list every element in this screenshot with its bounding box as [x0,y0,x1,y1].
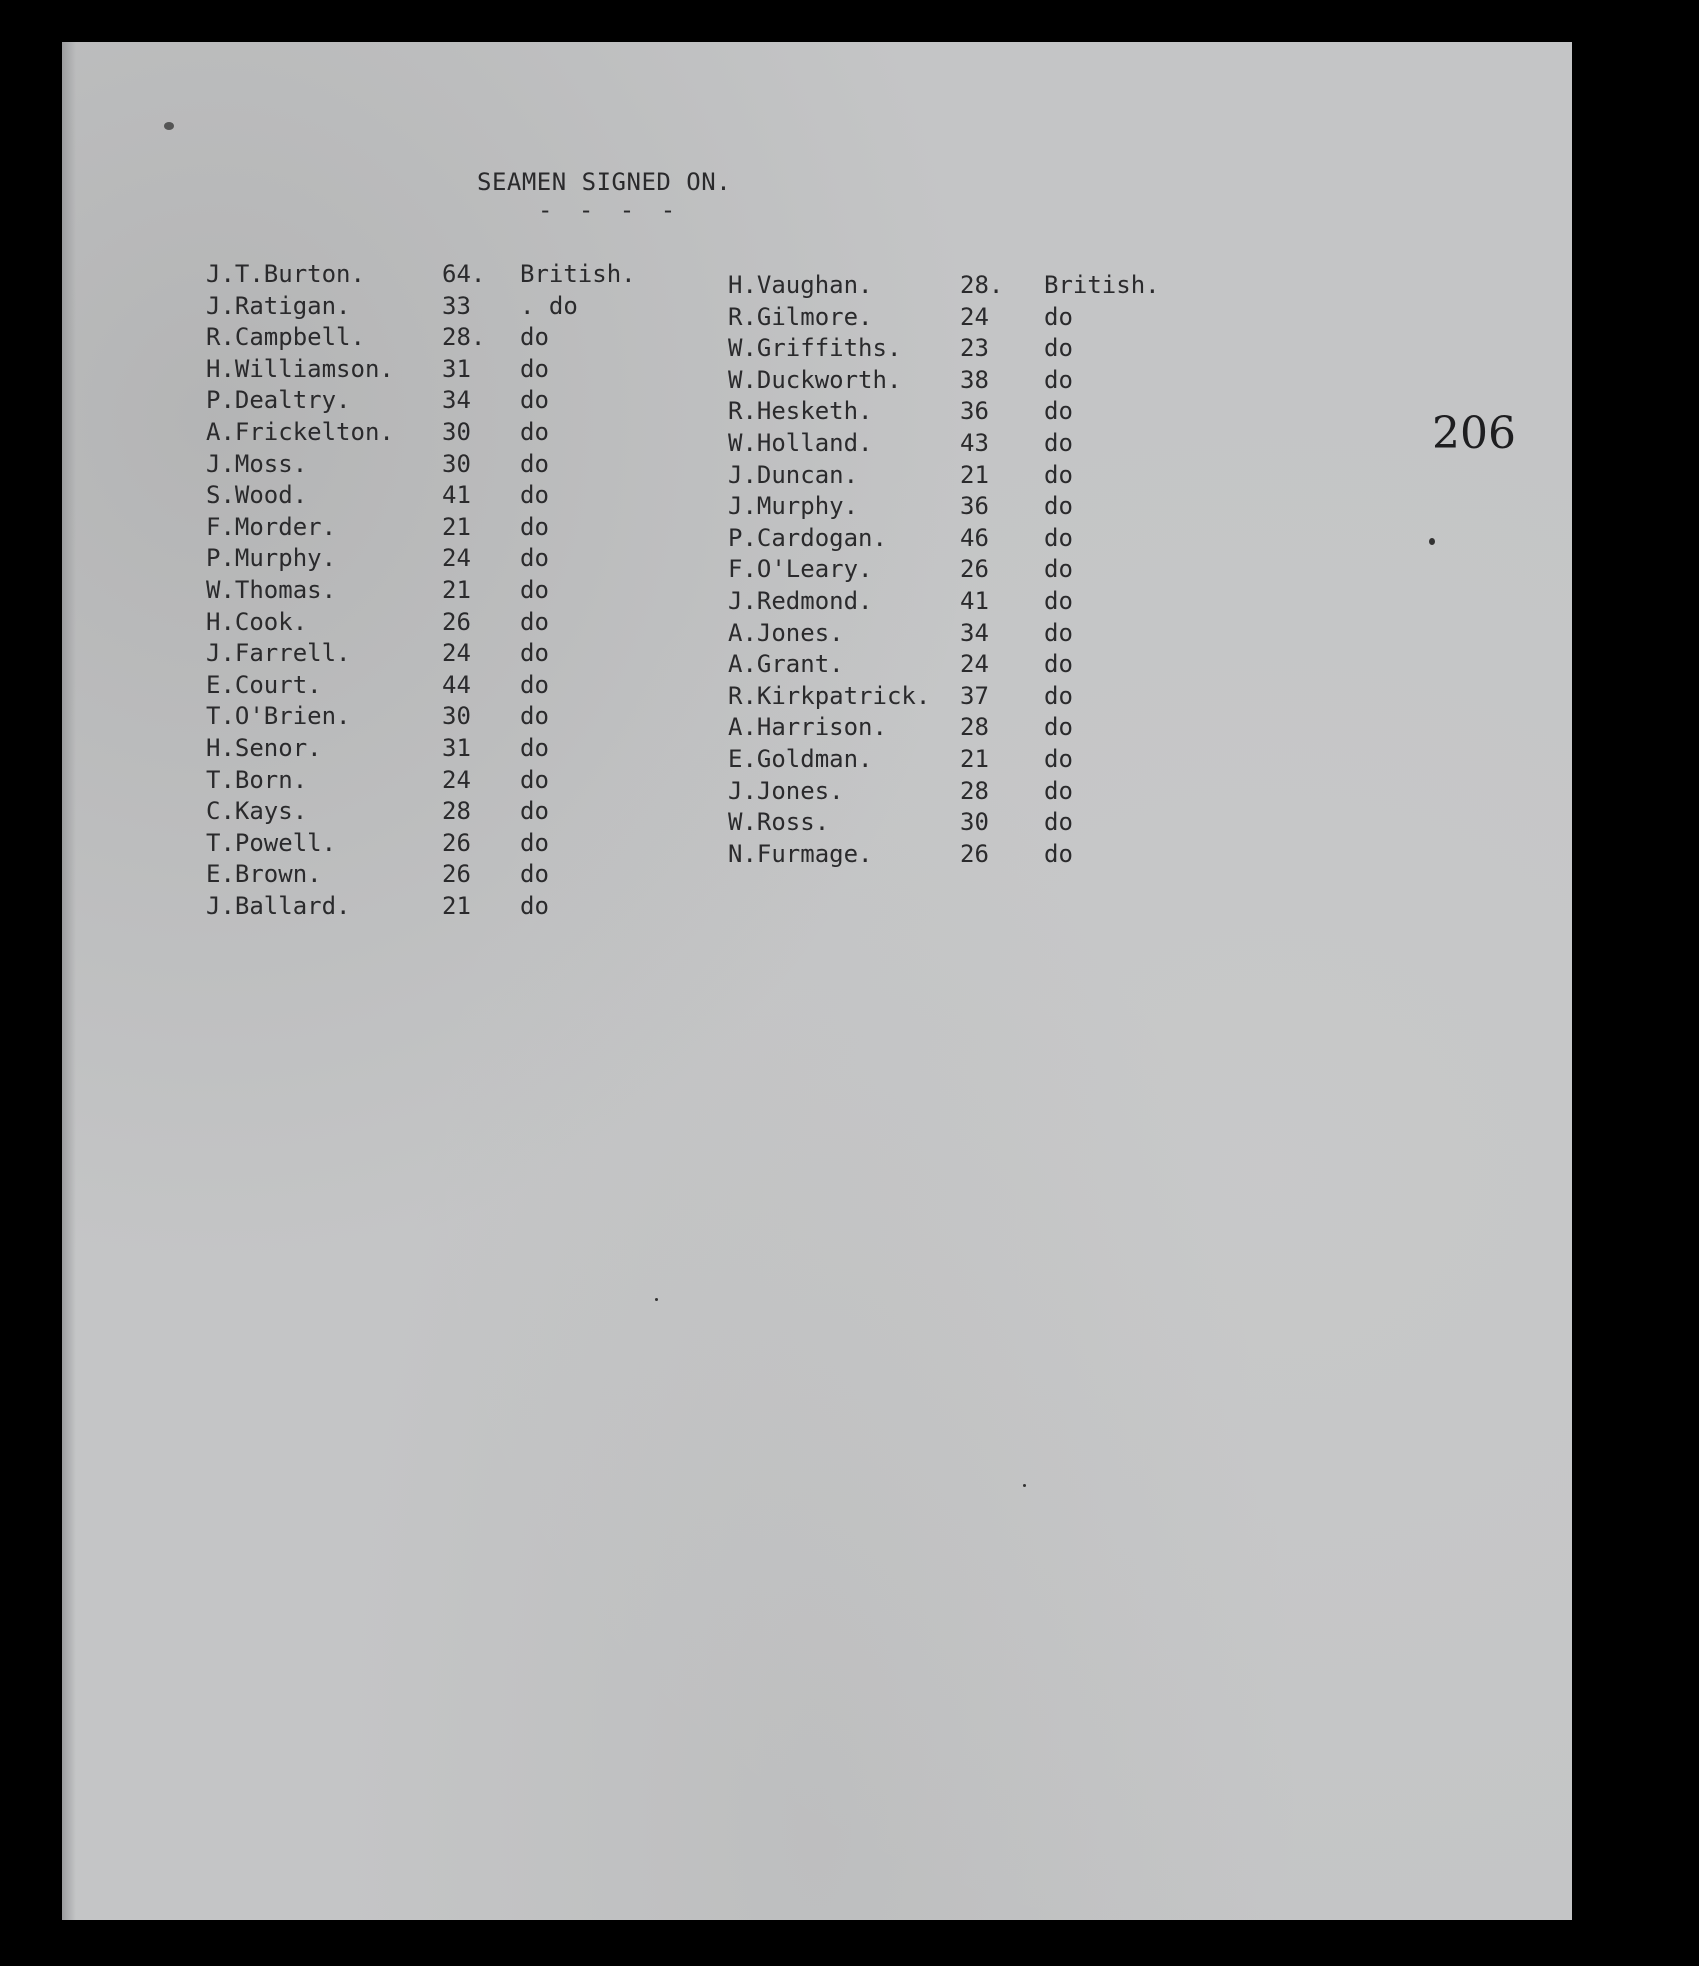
seaman-name: F.Morder. [206,512,337,541]
seaman-age: 21 [442,891,471,920]
seaman-age: 24 [960,302,989,331]
ink-speck [1429,538,1435,545]
seaman-age: 24 [442,544,471,573]
seaman-age: 30 [960,808,989,837]
seaman-name: H.Vaughan. [728,271,873,299]
seaman-age: 31 [442,733,471,762]
seaman-nationality: British. [1044,271,1160,299]
seaman-age: 36 [960,397,989,426]
seaman-age: 30 [442,702,471,731]
seaman-age: 43 [960,428,989,457]
seaman-nationality: do [520,702,549,731]
seaman-age: 21 [442,512,471,541]
seaman-name: N.Furmage. [728,839,873,868]
seaman-age: 21 [960,744,989,773]
seaman-name: A.Frickelton. [206,417,394,446]
seaman-age: 21 [960,460,989,489]
seaman-name: T.O'Brien. [206,702,351,731]
seaman-nationality: do [520,639,549,668]
seaman-age: 28 [960,776,989,805]
seaman-age: 41 [442,481,471,510]
seaman-name: J.Moss. [206,449,308,478]
seaman-name: T.Born. [206,765,308,794]
seaman-age: 30 [442,449,471,478]
seaman-name: A.Jones. [728,618,844,647]
seaman-age: 21 [442,575,471,604]
seaman-name: P.Murphy. [206,544,337,573]
seaman-age: 28. [442,323,486,352]
seaman-name: A.Grant. [728,650,844,679]
seaman-nationality: do [1044,618,1073,647]
seaman-age: 46 [960,523,989,552]
seaman-name: W.Griffiths. [728,334,902,363]
seaman-age: 26 [442,860,471,889]
seaman-age: 26 [960,839,989,868]
seaman-nationality: do [1044,365,1073,394]
ink-speck [164,122,174,130]
seaman-name: W.Holland. [728,428,873,457]
seaman-name: W.Ross. [728,808,830,837]
seaman-age: 26 [442,828,471,857]
seaman-age: 28. [960,271,1004,299]
seaman-nationality: do [1044,428,1073,457]
seaman-age: 30 [442,417,471,446]
seaman-nationality: do [520,544,549,573]
seaman-nationality: do [520,860,549,889]
seaman-nationality: do [520,575,549,604]
seaman-age: 33 [442,291,471,320]
seaman-age: 34 [442,386,471,415]
seaman-name: J.Ballard. [206,891,351,920]
seaman-age: 34 [960,618,989,647]
seaman-name: J.Murphy. [728,492,859,521]
seaman-name: A.Harrison. [728,713,887,742]
seaman-nationality: do [520,481,549,510]
seaman-nationality: do [520,733,549,762]
seaman-name: H.Senor. [206,733,322,762]
seaman-nationality: do [1044,586,1073,615]
seaman-nationality: do [520,512,549,541]
seaman-nationality: do [1044,397,1073,426]
seaman-name: C.Kays. [206,797,308,826]
seaman-age: 64. [442,260,486,288]
seaman-name: F.O'Leary. [728,555,873,584]
seaman-nationality: do [1044,681,1073,710]
document-title: SEAMEN SIGNED ON. [477,168,732,196]
seaman-age: 24 [442,765,471,794]
seaman-name: J.Redmond. [728,586,873,615]
seaman-nationality: . do [520,291,578,320]
seaman-name: J.Farrell. [206,639,351,668]
seaman-nationality: do [520,797,549,826]
seaman-nationality: do [1044,776,1073,805]
seaman-name: E.Court. [206,670,322,699]
seaman-nationality: do [520,670,549,699]
seaman-age: 41 [960,586,989,615]
seaman-age: 23 [960,334,989,363]
seaman-name: R.Kirkpatrick. [728,681,931,710]
seaman-age: 38 [960,365,989,394]
seaman-nationality: do [520,828,549,857]
seaman-nationality: do [520,354,549,383]
seaman-nationality: do [520,323,549,352]
seaman-age: 37 [960,681,989,710]
seaman-nationality: do [1044,492,1073,521]
seaman-nationality: do [1044,523,1073,552]
seaman-name: E.Brown. [206,860,322,889]
seaman-age: 24 [442,639,471,668]
seaman-name: P.Dealtry. [206,386,351,415]
seaman-nationality: do [520,386,549,415]
seaman-age: 36 [960,492,989,521]
title-underline: - - - - [538,196,682,224]
seaman-nationality: do [520,607,549,636]
seaman-name: J.Ratigan. [206,291,351,320]
seaman-age: 44 [442,670,471,699]
seaman-name: R.Campbell. [206,323,365,352]
seaman-nationality: do [1044,555,1073,584]
seaman-name: S.Wood. [206,481,308,510]
seaman-nationality: do [1044,744,1073,773]
seaman-name: J.Jones. [728,776,844,805]
seaman-name: J.Duncan. [728,460,859,489]
seaman-name: E.Goldman. [728,744,873,773]
seaman-age: 24 [960,650,989,679]
seaman-age: 28 [442,797,471,826]
seaman-age: 26 [960,555,989,584]
seaman-name: J.T.Burton. [206,260,365,288]
seaman-name: R.Gilmore. [728,302,873,331]
seaman-name: H.Cook. [206,607,308,636]
seaman-nationality: do [1044,839,1073,868]
seaman-name: T.Powell. [206,828,337,857]
ink-speck [655,1298,658,1301]
seaman-nationality: do [520,449,549,478]
seaman-nationality: do [1044,302,1073,331]
seaman-nationality: do [1044,334,1073,363]
seaman-nationality: do [1044,460,1073,489]
ink-speck [1023,1484,1026,1487]
paper-edge-shadow [62,42,76,1920]
seaman-nationality: do [1044,713,1073,742]
seaman-nationality: do [1044,650,1073,679]
seaman-nationality: do [520,417,549,446]
seaman-nationality: British. [520,260,636,288]
seaman-name: R.Hesketh. [728,397,873,426]
seaman-age: 31 [442,354,471,383]
seaman-name: P.Cardogan. [728,523,887,552]
seaman-name: H.Williamson. [206,354,394,383]
seaman-nationality: do [520,765,549,794]
seaman-nationality: do [1044,808,1073,837]
seaman-age: 26 [442,607,471,636]
page-number: 206 [1432,408,1516,459]
seaman-nationality: do [520,891,549,920]
seaman-name: W.Duckworth. [728,365,902,394]
seaman-name: W.Thomas. [206,575,337,604]
seaman-age: 28 [960,713,989,742]
